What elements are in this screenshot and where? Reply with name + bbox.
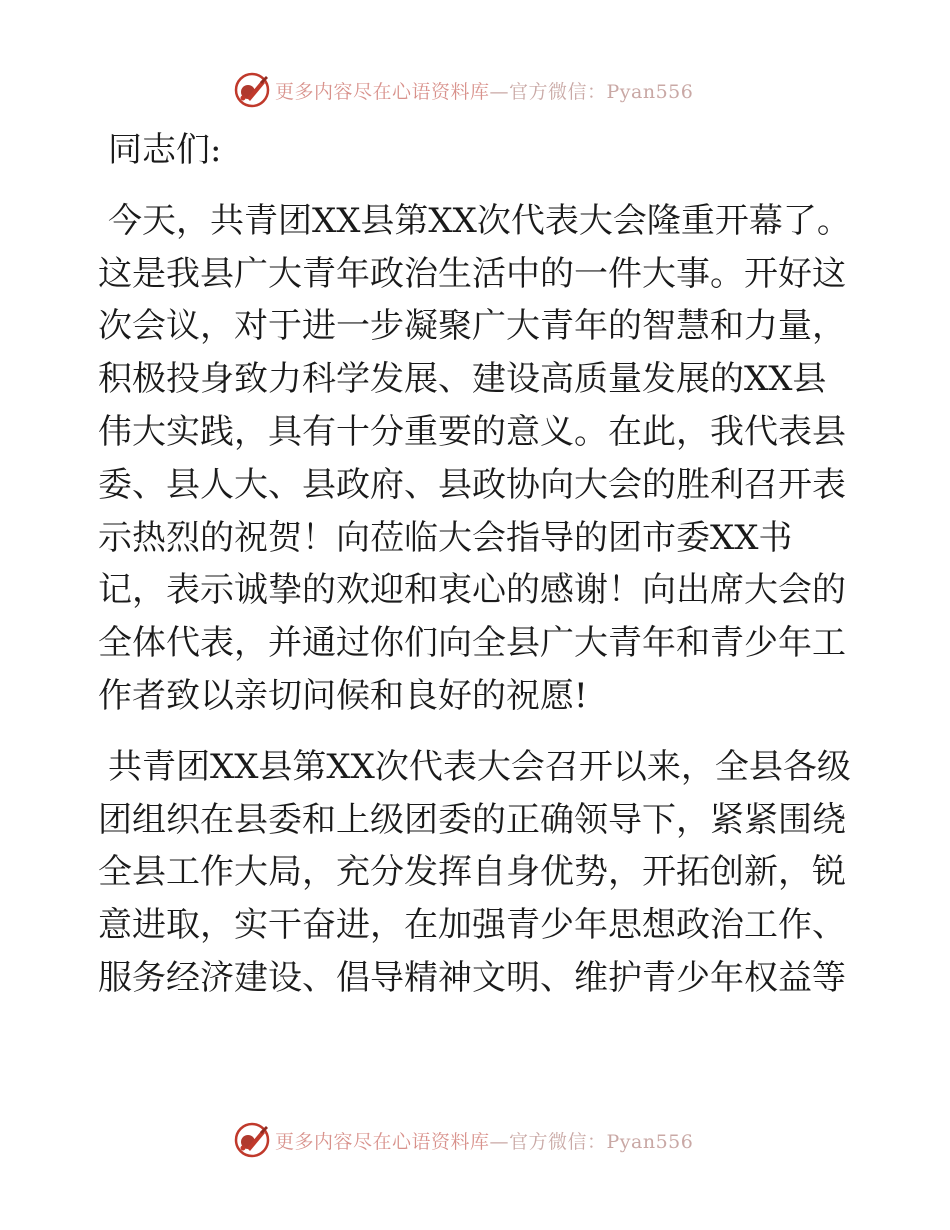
paragraph-1	[98, 195, 858, 723]
header-separator: —	[489, 80, 510, 103]
paragraph-2-line: 全县工作大局，充分发挥自身优势，开拓创新，锐	[98, 852, 846, 893]
footer-separator: —	[489, 1130, 510, 1153]
header-brand-text: 更多内容尽在心语资料库	[275, 80, 490, 103]
pen-logo-icon	[233, 71, 271, 109]
paragraph-1-line: 全体代表，并通过你们向全县广大青年和青少年工	[98, 623, 846, 664]
pen-logo-icon	[233, 1121, 271, 1159]
paragraph-2-line: 意进取，实干奋进，在加强青少年思想政治工作、	[98, 905, 846, 946]
paragraph-1-line: 积极投身致力科学发展、建设高质量发展的XX县	[98, 359, 827, 400]
paragraph-2	[98, 741, 858, 1005]
paragraph-1-line: 今天，共青团XX县第XX次代表大会隆重开幕了。	[108, 200, 851, 241]
footer-banner	[233, 1120, 713, 1160]
paragraph-2-line: 共青团XX县第XX次代表大会召开以来，全县各级	[108, 746, 851, 787]
paragraph-1-line: 委、县人大、县政府、县政协向大会的胜利召开表	[98, 464, 846, 505]
paragraph-1-line: 这是我县广大青年政治生活中的一件大事。开好这	[98, 253, 846, 294]
paragraph-1-line: 作者致以亲切问候和良好的祝愿!	[98, 675, 588, 716]
header-banner	[233, 70, 713, 110]
paragraph-1-line: 示热烈的祝贺！向莅临大会指导的团市委XX书	[98, 517, 793, 558]
footer-brand-text: 更多内容尽在心语资料库	[275, 1130, 490, 1153]
paragraph-2-line: 服务经济建设、倡导精神文明、维护青少年权益等	[98, 957, 846, 998]
header-wechat-text: 官方微信：Pyan556	[509, 80, 694, 103]
paragraph-2-line: 团组织在县委和上级团委的正确领导下，紧紧围绕	[98, 799, 846, 840]
paragraph-1-line: 记，表示诚挚的欢迎和衷心的感谢！向出席大会的	[98, 570, 846, 611]
salutation: 同志们:	[108, 130, 222, 170]
footer-wechat-text: 官方微信：Pyan556	[509, 1130, 694, 1153]
paragraph-1-line: 伟大实践，具有十分重要的意义。在此，我代表县	[98, 411, 846, 452]
document-body	[98, 124, 858, 1023]
paragraph-1-line: 次会议，对于进一步凝聚广大青年的智慧和力量，	[98, 306, 846, 347]
